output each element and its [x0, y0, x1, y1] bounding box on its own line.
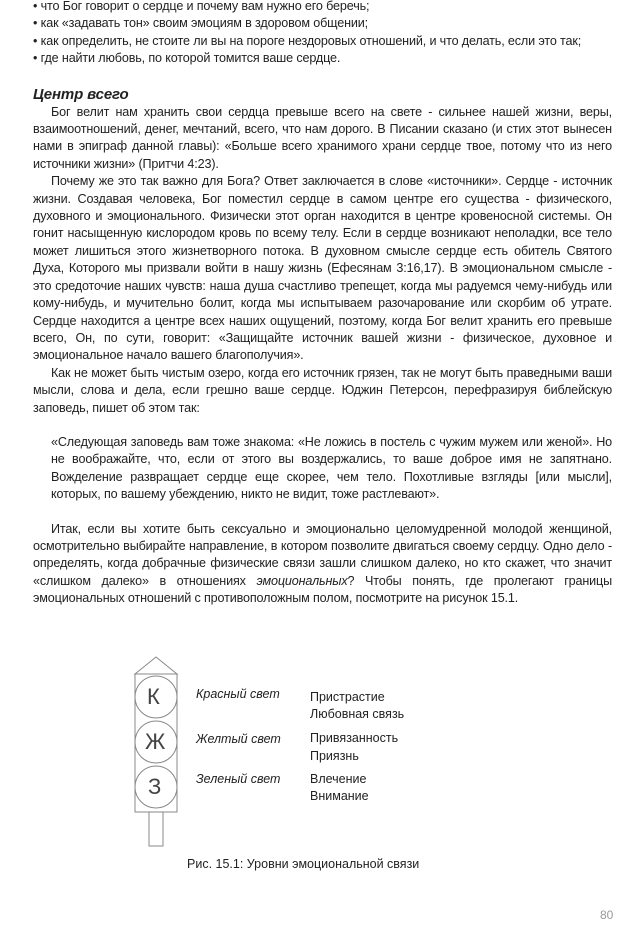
level-label: Пристрастие: [310, 690, 385, 704]
paragraph: Почему же это так важно для Бога? Ответ заключается в слове «источники». Сердце - источник жизни. Создавая человека, Бог поместил сердце в самом центре его существа - физического, духовного и эмоционального. Физически этот орган находится в центре кровеносной системы. Он гонит насыщенную кислородом кровь по всему телу. Если в сердце возникают неполадки, все тело может лишиться этого жизнетворного потока. В духовном смысле сердце есть обитель Святого Духа, Которого мы призвали войти в нашу жизнь (Ефесянам 3:16,17). В эмоциональном смысле - это средоточие наших чувств: наша душа счастливо трепещет, когда мы радуемся чему-нибудь или кому-нибудь, и мучительно болит, когда мы испытываем разочарование или скорбим об утрате. Сердце находится а центре всех наших ощущений, поэтому, когда Бог велит хранить его превыше всего, Он, по сути, говорит: «Защищайте источник вашей жизни - физическое, духовное и эмоциональное начало вашего благополучия».: [33, 174, 612, 363]
light-name-red: Красный свет: [196, 687, 280, 701]
light-name-green: Зеленый свет: [196, 772, 281, 786]
block-quote: «Следующая заповедь вам тоже знакома: «Не ложись в постель с чужим мужем или женой». Но не воображайте, что, если от этого вы воздержались, то ваше доброе имя не запятнано. Вожделение развращает сердце еще скорее, чем тело. Похотливые взгляды [или мысли], которых, по вашему убеждению, никто не видит, тоже растлевают».: [51, 434, 612, 502]
level-label: Влечение: [310, 772, 367, 786]
light-letter-yellow: Ж: [145, 729, 166, 754]
traffic-light-figure: [130, 652, 450, 852]
emphasis: эмоциональных: [256, 573, 348, 588]
paragraph-text: Итак, если вы хотите быть сексуально и эмоционально целомудренной молодой женщиной, осмотрительно выбирайте направление, в котором позволите двигаться своему сердцу. Одно дело - определять, когда добрачные физические связи зашли слишком далеко, но кто скажет, что значит «слишком далеко» в отношениях: [33, 521, 612, 588]
figure-caption: Рис. 15.1: Уровни эмоциональной связи: [187, 857, 420, 871]
section-heading: Центр всего: [33, 85, 129, 103]
paragraph: Бог велит нам хранить свои сердца превыше всего на свете - сильнее нашей жизни, веры, взаимоотношений, денег, мечтаний, всего, что нам дорого. В Писании сказано (и стих этот вынесен нами в эпиграф данной главы): «Больше всего хранимого храни сердце твое, потому что из него источники жизни» (Притчи 4:23).: [33, 104, 612, 171]
paragraph-text: ? Чтобы понять, где пролегают границы эмоциональных отношений с противоположным полом, посмотрите на рисунок 15.1.: [33, 573, 612, 606]
bullet-item: • как «задавать тон» своим эмоциям в здоровом общении;: [33, 16, 369, 31]
level-label: Любовная связь: [310, 707, 405, 721]
bullet-item: • где найти любовь, по которой томится ваше сердце.: [33, 51, 341, 66]
bullet-item: • как определить, не стоите ли вы на пороге нездоровых отношений, и что делать, если это так;: [33, 33, 582, 48]
paragraph: Как не может быть чистым озеро, когда его источник грязен, так не могут быть праведными ваши мысли, слова и дела, если грешно ваше сердце. Юджин Петерсон, перефразируя библейскую заповедь, пишет об этом так:: [33, 365, 612, 415]
level-label: Приязнь: [310, 749, 359, 763]
light-name-yellow: Желтый свет: [196, 732, 281, 746]
bullet-item: • что Бог говорит о сердце и почему вам нужно его беречь;: [33, 0, 370, 13]
level-label: Привязанность: [310, 731, 399, 745]
page-number: 80: [600, 908, 614, 922]
page-text: [33, 0, 612, 608]
level-label: Внимание: [310, 789, 369, 803]
light-letter-red: К: [147, 684, 160, 709]
paragraph: [33, 521, 612, 608]
light-letter-green: З: [148, 774, 162, 799]
